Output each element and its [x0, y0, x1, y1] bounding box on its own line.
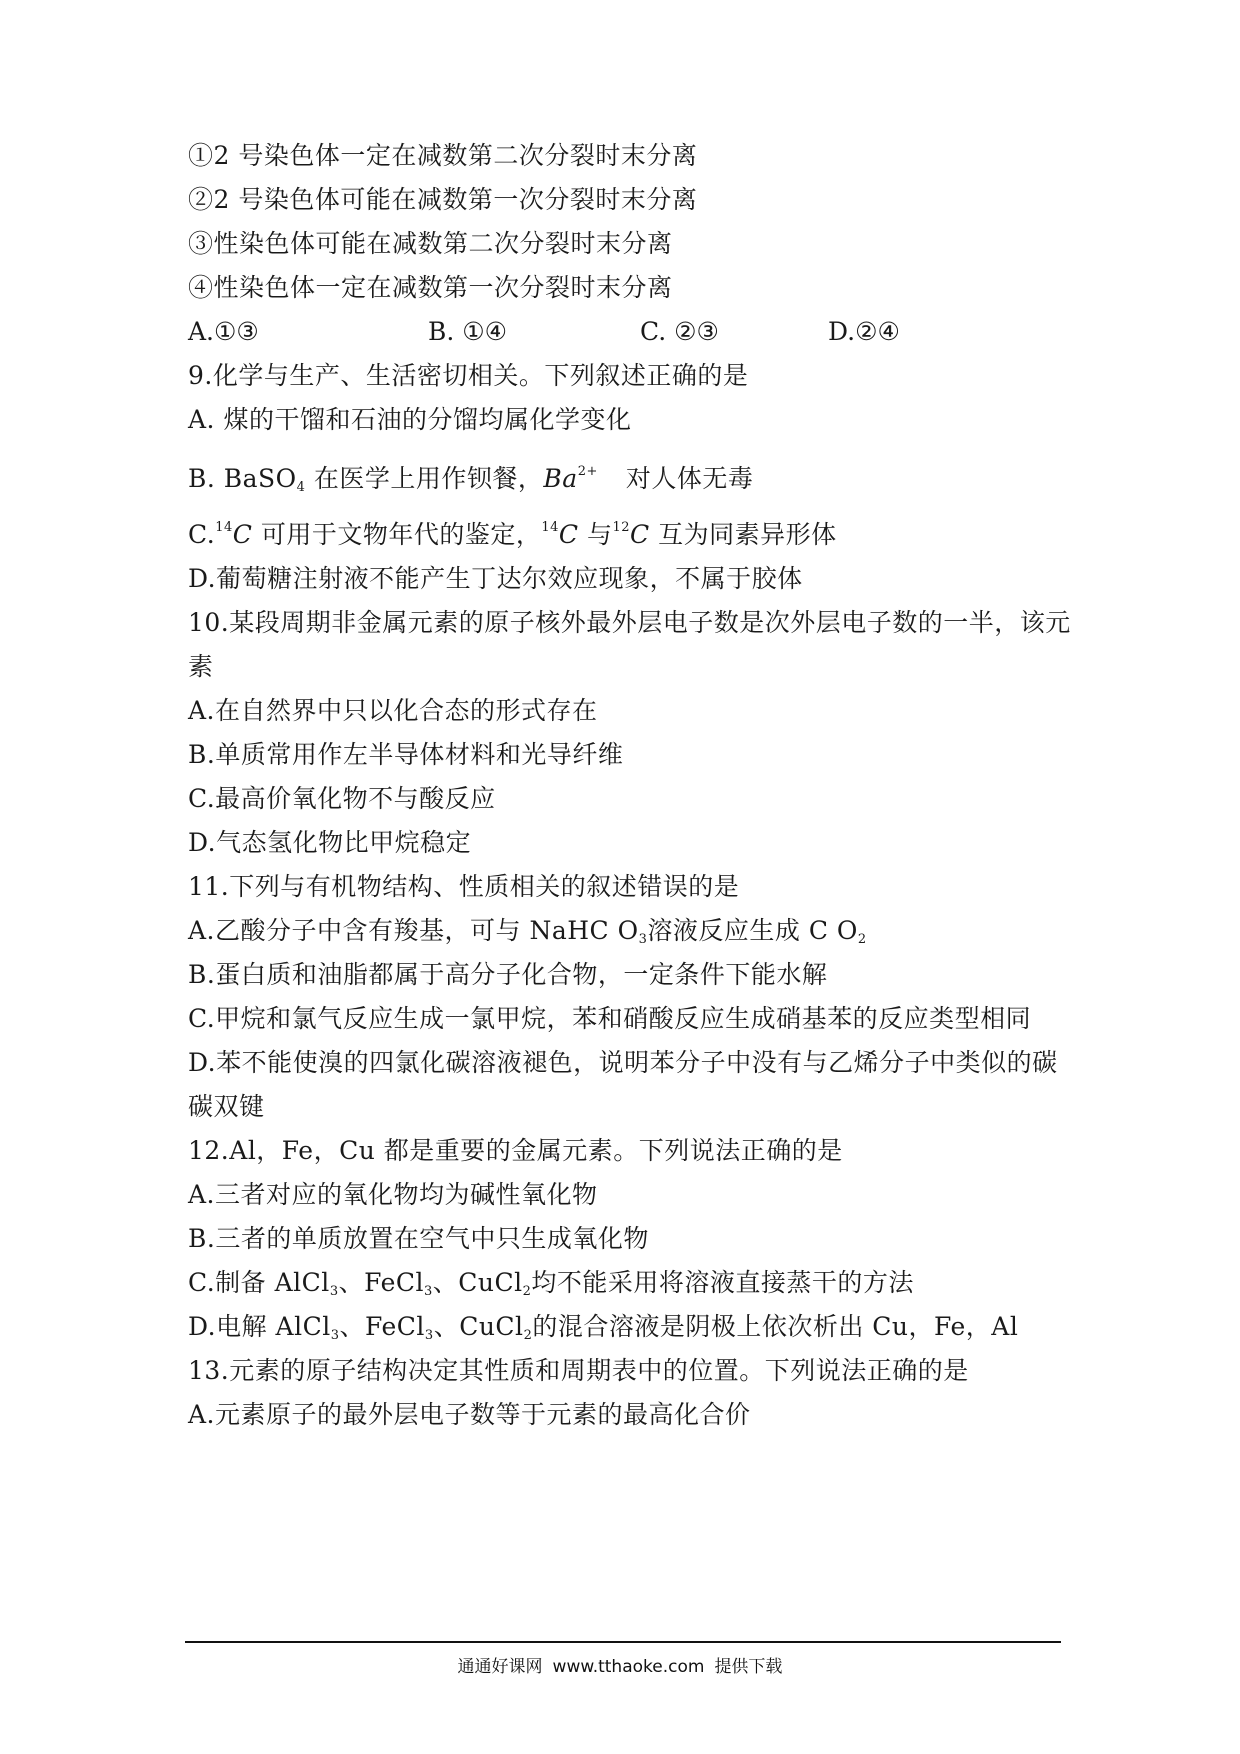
q11-option-d-line-1: D.苯不能使溴的四氯化碳溶液褪色，说明苯分子中没有与乙烯分子中类似的碳: [188, 1048, 1058, 1077]
footer-note: 提供下载: [714, 1657, 783, 1677]
footer-url: www.tthaoke.com: [552, 1657, 705, 1677]
q8-statement-1: ①2 号染色体一定在减数第二次分裂时末分离: [188, 141, 698, 170]
q9-c-isotope-2: C: [558, 520, 579, 549]
q9-c-text-3: 互为同素异形体: [649, 520, 837, 549]
q9-c-text-1: 可用于文物年代的鉴定，: [252, 520, 542, 549]
q9-c-isotope-2-mass: 14: [541, 520, 559, 535]
q9-b-text-2: 在医学上用作钡餐，: [305, 464, 544, 493]
q11-option-b: B.蛋白质和油脂都属于高分子化合物，一定条件下能水解: [188, 960, 828, 989]
q9-option-a: A. 煤的干馏和石油的分馏均属化学变化: [188, 405, 632, 434]
q8-option-c: C. ②③: [640, 317, 719, 346]
q9-c-text-2: 与: [578, 520, 613, 549]
q9-b-superscript: 2+: [577, 464, 598, 479]
q12-d-subscript-3: 2: [523, 1328, 533, 1343]
q9-c-isotope-3: C: [630, 520, 650, 549]
q12-c-text-3: 、CuCl: [432, 1268, 523, 1297]
q9-option-d: D.葡萄糖注射液不能产生丁达尔效应现象，不属于胶体: [188, 564, 803, 593]
q12-stem: 12.Al，Fe，Cu 都是重要的金属元素。下列说法正确的是: [188, 1136, 843, 1165]
q11-a-text-1: A.乙酸分子中含有羧基，可与 NaHC O: [188, 916, 639, 945]
q12-c-text-4: 均不能采用将溶液直接蒸干的方法: [531, 1268, 914, 1297]
q12-d-subscript-2: 3: [424, 1328, 434, 1343]
q12-option-a: A.三者对应的氧化物均为碱性氧化物: [188, 1180, 598, 1209]
q9-c-label: C.: [188, 520, 216, 549]
q8-option-a: A.①③: [188, 317, 259, 346]
q12-c-subscript-3: 2: [522, 1284, 532, 1299]
q11-a-subscript-1: 3: [638, 932, 648, 947]
q10-option-d: D.气态氢化物比甲烷稳定: [188, 828, 472, 857]
q11-option-d-line-2: 碳双键: [188, 1092, 265, 1121]
q10-stem-line-1: 10.某段周期非金属元素的原子核外最外层电子数是次外层电子数的一半，该元: [188, 608, 1071, 637]
q9-option-c: [188, 512, 837, 551]
q12-c-subscript-1: 3: [329, 1284, 339, 1299]
page-footer: [0, 1652, 1240, 1677]
q9-b-text-1: B. BaSO: [188, 464, 297, 493]
q11-stem: 11.下列与有机物结构、性质相关的叙述错误的是: [188, 872, 740, 901]
q11-a-subscript-2: 2: [857, 932, 867, 947]
q9-b-text-3: 对人体无毒: [625, 464, 754, 493]
q11-a-text-2: 溶液反应生成 C O: [647, 916, 858, 945]
q8-statement-4: ④性染色体一定在减数第一次分裂时末分离: [188, 273, 673, 302]
q10-option-b: B.单质常用作左半导体材料和光导纤维: [188, 740, 624, 769]
q12-option-c: [188, 1267, 914, 1308]
footer-site-name: 通通好课网: [457, 1657, 543, 1677]
q8-option-d: D.②④: [828, 317, 900, 346]
q12-c-subscript-2: 3: [424, 1284, 433, 1299]
q12-c-text-2: 、FeCl: [338, 1268, 424, 1297]
q11-option-a: [188, 915, 867, 956]
q8-statement-2: ②2 号染色体可能在减数第一次分裂时末分离: [188, 185, 698, 214]
q10-stem-line-2: 素: [188, 652, 214, 681]
q9-stem: 9.化学与生产、生活密切相关。下列叙述正确的是: [188, 361, 749, 390]
q13-option-a: A.元素原子的最外层电子数等于元素的最高化合价: [188, 1400, 751, 1429]
q11-option-c: C.甲烷和氯气反应生成一氯甲烷，苯和硝酸反应生成硝基苯的反应类型相同: [188, 1004, 1032, 1033]
q9-b-ion: Ba: [543, 464, 578, 493]
q12-d-text-2: 、FeCl: [339, 1312, 425, 1341]
q12-option-d: [188, 1311, 1018, 1352]
q8-statement-3: ③性染色体可能在减数第二次分裂时末分离: [188, 229, 673, 258]
q12-option-b: B.三者的单质放置在空气中只生成氧化物: [188, 1224, 649, 1253]
q12-d-text-4: 的混合溶液是阴极上依次析出 Cu，Fe，Al: [532, 1312, 1019, 1341]
q9-c-isotope-1-mass: 14: [215, 520, 233, 535]
q8-options: [188, 316, 1068, 348]
q9-b-subscript: 4: [296, 480, 306, 495]
q12-d-text-1: D.电解 AlCl: [188, 1312, 331, 1341]
footer-divider: [185, 1641, 1061, 1643]
q12-d-text-3: 、CuCl: [433, 1312, 524, 1341]
q12-d-subscript-1: 3: [330, 1328, 340, 1343]
q12-c-text-1: C.制备 AlCl: [188, 1268, 330, 1297]
q13-stem: 13.元素的原子结构决定其性质和周期表中的位置。下列说法正确的是: [188, 1356, 969, 1385]
q10-option-a: A.在自然界中只以化合态的形式存在: [188, 696, 598, 725]
q10-option-c: C.最高价氧化物不与酸反应: [188, 784, 496, 813]
q9-option-b: [188, 456, 753, 504]
q8-option-b: B. ①④: [428, 317, 508, 346]
q9-c-isotope-3-mass: 12: [612, 520, 631, 535]
q9-c-isotope-1: C: [232, 520, 253, 549]
